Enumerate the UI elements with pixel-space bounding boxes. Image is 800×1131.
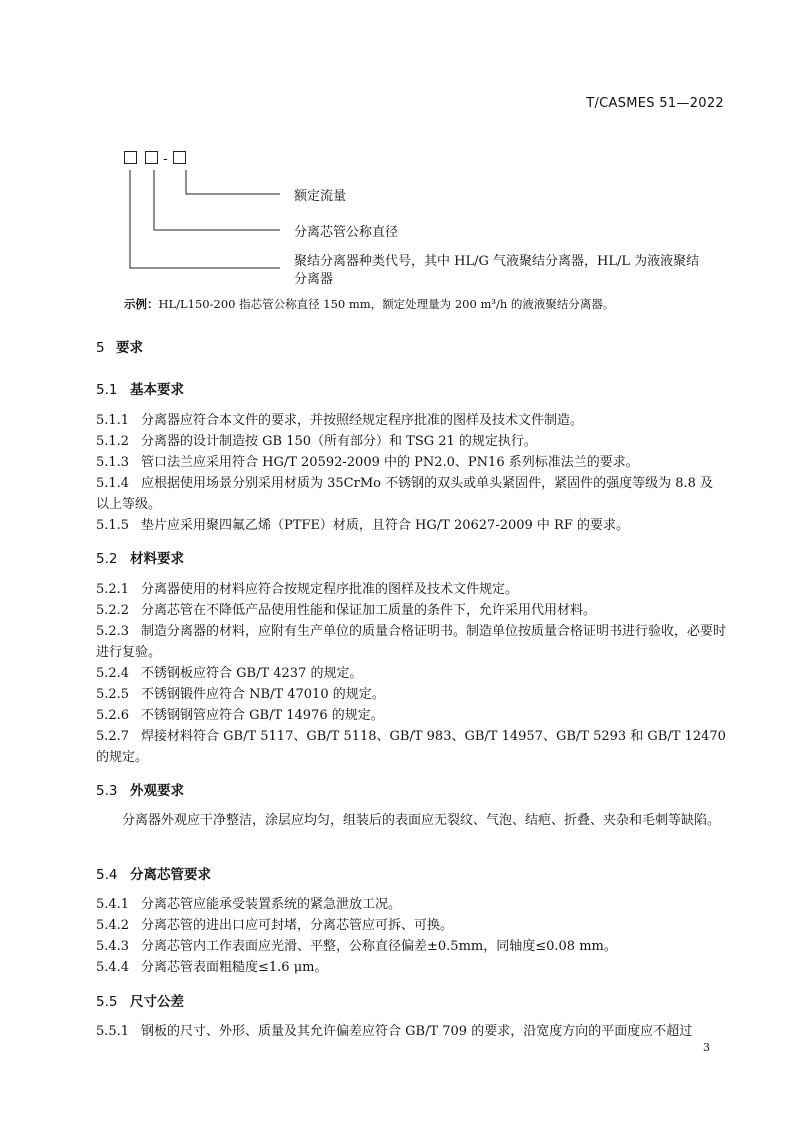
section-title: 基本要求 [130,382,184,398]
section-title: 外观要求 [130,783,184,799]
section-number: 5.1 [96,382,118,398]
section-5-2-heading [96,547,184,567]
clause-5-1-5: 5.1.5 垫片应采用聚四氟乙烯（PTFE）材质，且符合 HG/T 20627-2009 中 RF 的要求。 [96,518,630,533]
section-title: 材料要求 [130,551,184,567]
section-5-4-heading [96,863,211,883]
label-separator-type-line2: 分离器 [294,272,334,287]
clause-5-2-7: 5.2.7 焊接材料符合 GB/T 5117、GB/T 5118、GB/T 983、GB/T 14957、GB/T 5293 和 GB/T 12470 的规定。 [96,729,726,765]
clause-5-2-5: 5.2.5 不锈钢锻件应符合 NB/T 47010 的规定。 [96,687,385,702]
page-number: 3 [703,1041,710,1054]
section-title: 尺寸公差 [130,994,184,1010]
clause-5-2-4: 5.2.4 不锈钢板应符合 GB/T 4237 的规定。 [96,666,363,681]
clause-5-4-3: 5.4.3 分离芯管内工作表面应光滑、平整，公称直径偏差±0.5mm，同轴度≤0.08 mm。 [96,939,617,954]
clause-5-2-6: 5.2.6 不锈钢钢管应符合 GB/T 14976 的规定。 [96,708,384,723]
label-core-tube-diameter: 分离芯管公称直径 [294,225,399,240]
section-title: 分离芯管要求 [130,867,211,883]
clause-5-1-2: 5.1.2 分离器的设计制造按 GB 150（所有部分）和 TSG 21 的规定执行。 [96,434,537,449]
section-5-5-heading [96,990,184,1010]
section-number: 5 [96,340,105,356]
example-note [124,296,614,312]
clause-5-4-4: 5.4.4 分离芯管表面粗糙度≤1.6 μm。 [96,960,328,975]
section-5-1-heading [96,378,184,398]
clause-5-2-3: 5.2.3 制造分离器的材料，应附有生产单位的质量合格证明书。制造单位按质量合格证明书进行验收，必要时进行复验。 [96,624,727,660]
label-rated-flow: 额定流量 [294,189,347,204]
section-number: 5.5 [96,994,118,1010]
example-text: HL/L150-200 指芯管公称直径 150 mm，额定处理量为 200 m³/h 的液液聚结分离器。 [158,297,615,311]
clause-5-2-1: 5.2.1 分离器使用的材料应符合按规定程序批准的图样及技术文件规定。 [96,582,519,597]
label-separator-type-line1: 聚结分离器种类代号，其中 HL/G 气液聚结分离器，HL/L 为液液聚结 [294,254,700,269]
example-prefix: 示例： [124,297,159,311]
standard-code-header: T/CASMES 51—2022 [586,96,724,111]
section-title: 要求 [116,340,143,356]
section-5-heading [96,336,143,356]
clause-5-1-1: 5.1.1 分离器应符合本文件的要求，并按照经规定程序批准的图样及技术文件制造。 [96,413,584,428]
clause-5-2-2: 5.2.2 分离芯管在不降低产品使用性能和保证加工质量的条件下，允许采用代用材料。 [96,603,597,618]
section-5-3-paragraph: 分离器外观应干净整洁，涂层应均匀，组装后的表面应无裂纹、气泡、结疤、折叠、夹杂和毛刺等缺陷。 [122,813,721,828]
section-number: 5.3 [96,783,118,799]
section-5-3-heading [96,779,184,799]
clause-5-1-4: 5.1.4 应根据使用场景分别采用材质为 35CrMo 不锈钢的双头或单头紧固件，紧固件的强度等级为 8.8 及以上等级。 [96,476,714,512]
clause-5-4-1: 5.4.1 分离芯管应能承受装置系统的紧急泄放工况。 [96,897,402,912]
section-number: 5.4 [96,867,118,883]
code-dash: - [163,152,168,167]
section-number: 5.2 [96,551,118,567]
clause-5-1-3: 5.1.3 管口法兰应采用符合 HG/T 20592-2009 中的 PN2.0、PN16 系列标准法兰的要求。 [96,455,639,470]
clause-5-4-2: 5.4.2 分离芯管的进出口应可封堵，分离芯管应可拆、可换。 [96,918,454,933]
clause-5-5-1: 5.5.1 钢板的尺寸、外形、质量及其允许偏差应符合 GB/T 709 的要求，沿宽度方向的平面度应不超过 [96,1024,693,1039]
